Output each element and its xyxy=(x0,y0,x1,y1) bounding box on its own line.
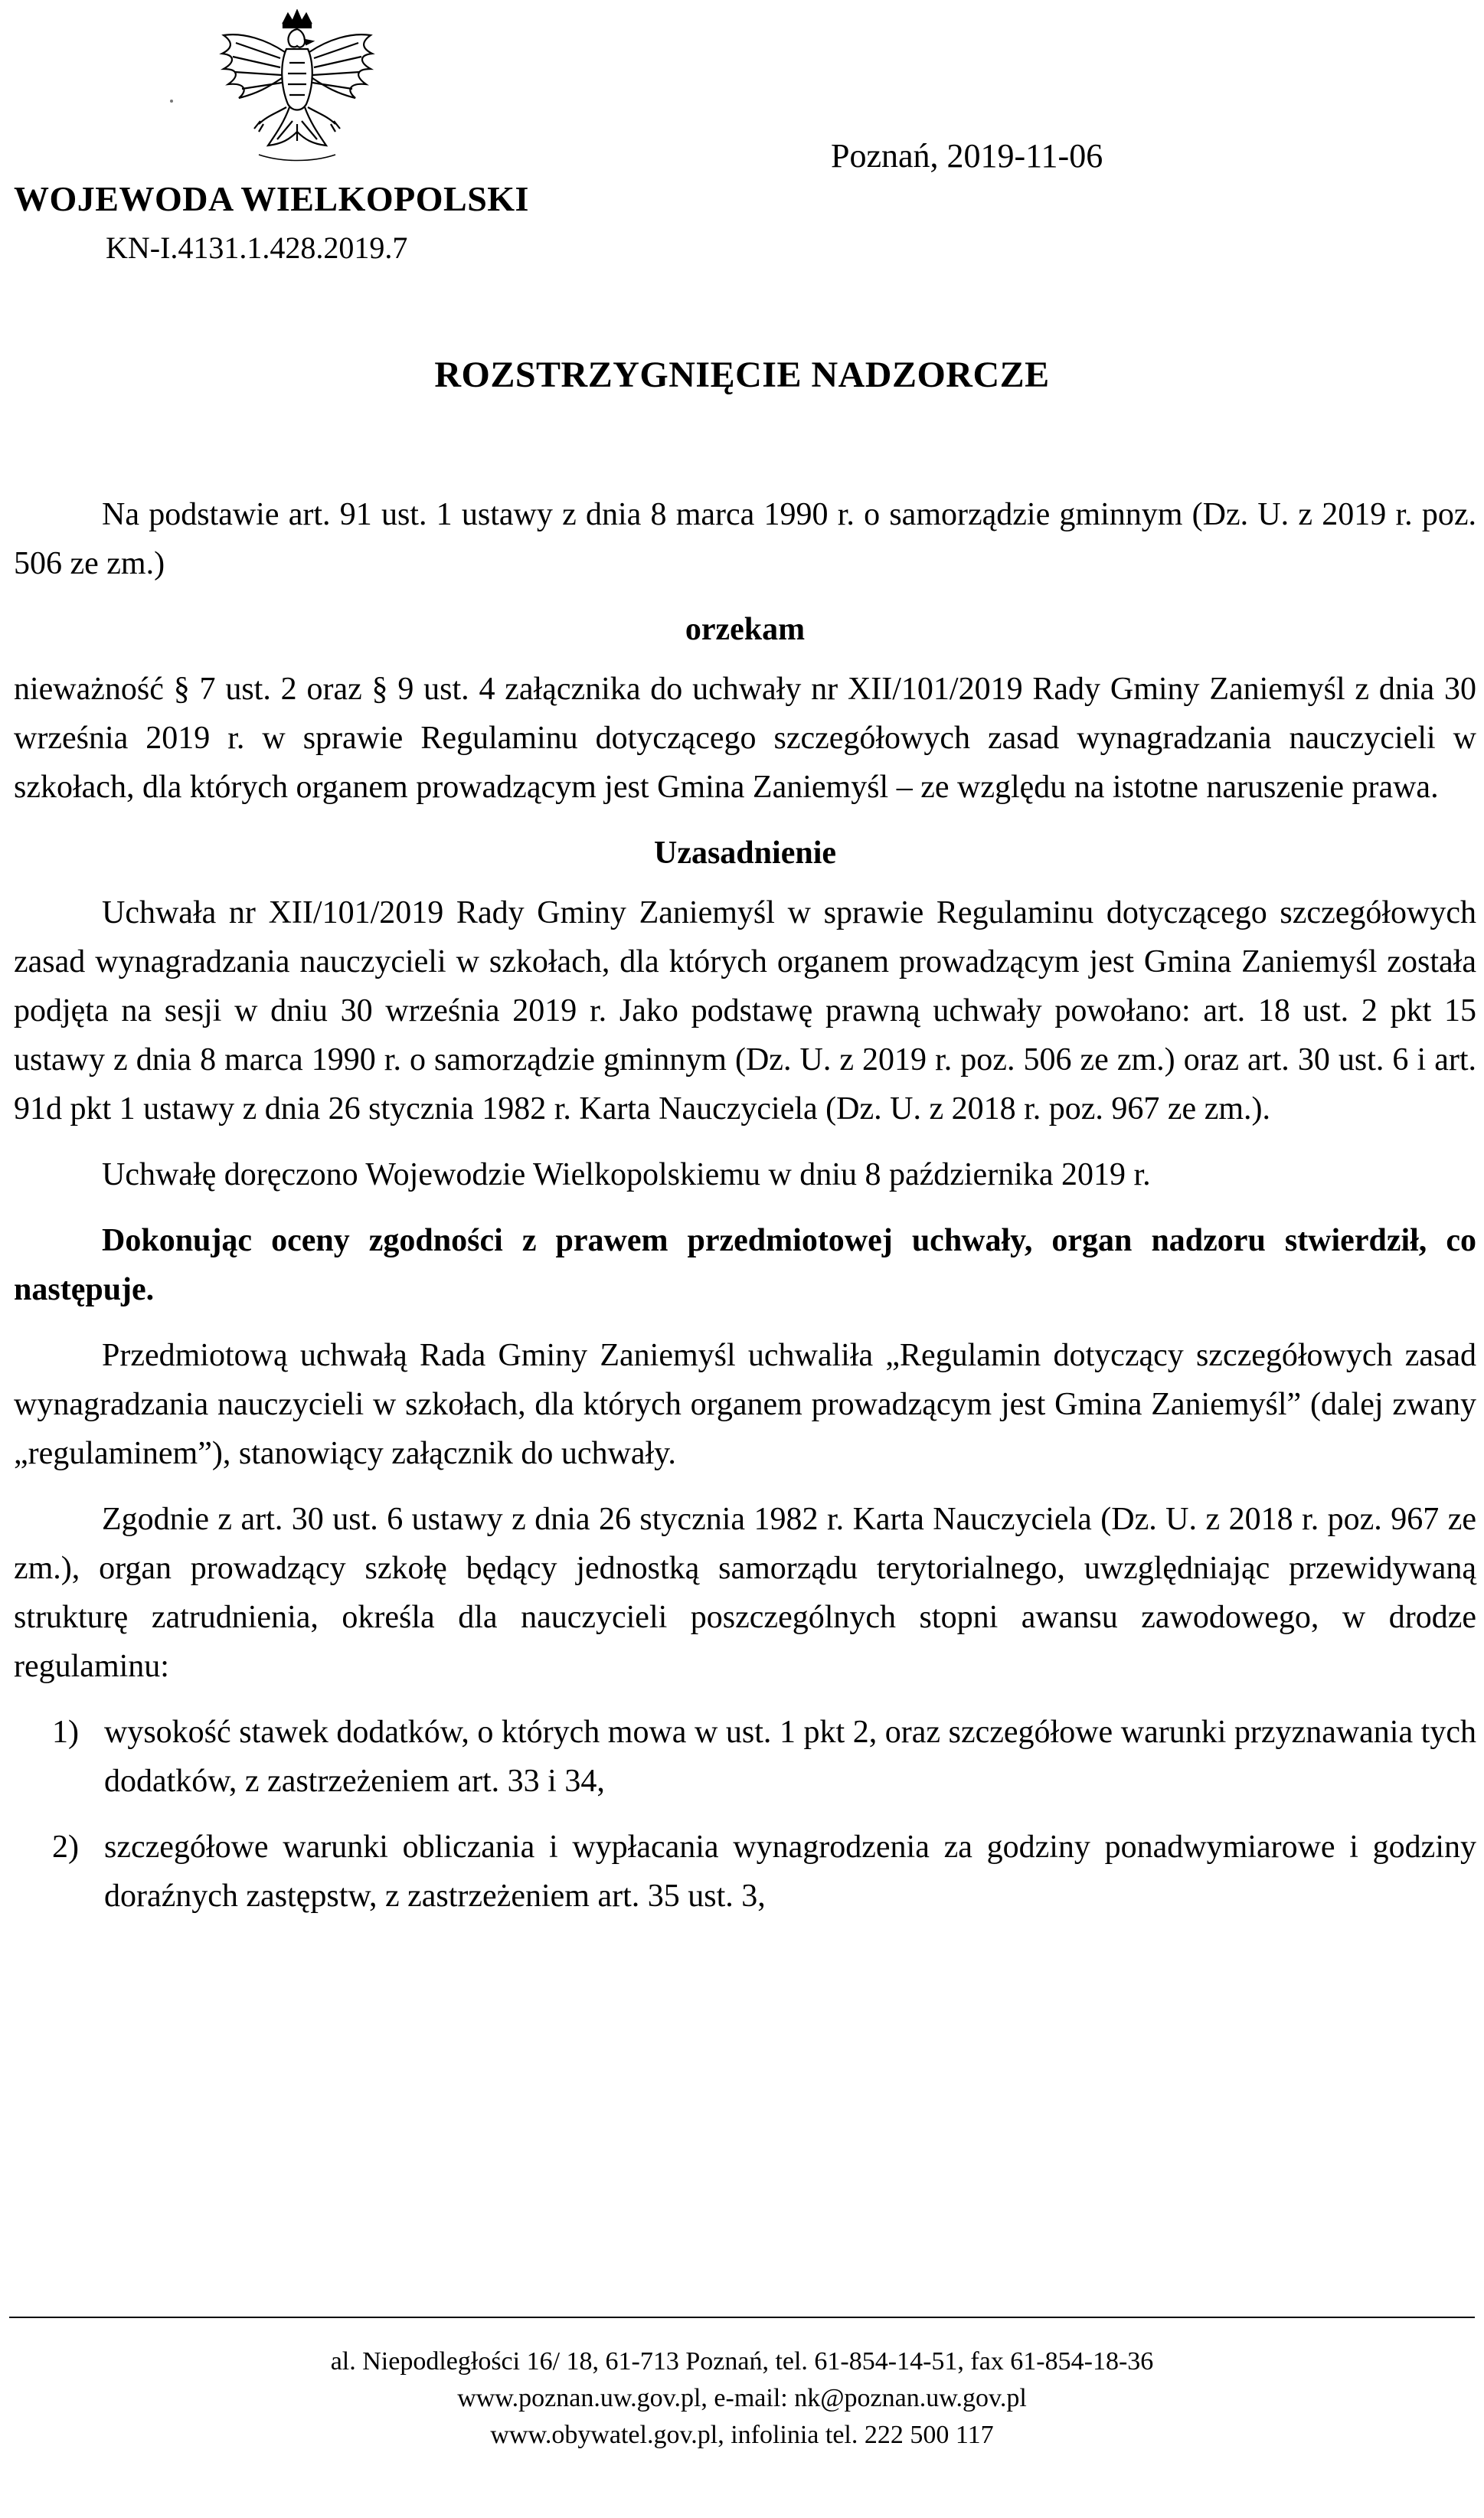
list-item-text: wysokość stawek dodatków, o których mowa w ust. 1 pkt 2, oraz szczegółowe warunki przyznawania tych dodatków, z zastrzeżeniem art. 33 i 34, xyxy=(104,1715,1476,1799)
justification-paragraph-5: Zgodnie z art. 30 ust. 6 ustawy z dnia 26 stycznia 1982 r. Karta Nauczyciela (Dz. U. z 2018 r. poz. 967 ze zm.), organ prowadzący szkołę będący jednostką samorządu terytorialnego, uwzględniając przewidywaną strukturę zatrudnienia, określa dla nauczycieli poszczególnych stopni awansu zawodowego, w drodze regulaminu: xyxy=(14,1502,1476,1684)
justification-paragraph-4: Przedmiotową uchwałą Rada Gminy Zaniemyśl uchwaliła „Regulamin dotyczący szczegółowych zasad wynagradzania nauczycieli w szkołach, dla których organem prowadzącym jest Gmina Zaniemyśl” (dalej zwany „regulaminem”), stanowiący załącznik do uchwały. xyxy=(14,1338,1476,1471)
ruling-paragraph: nieważność § 7 ust. 2 oraz § 9 ust. 4 załącznika do uchwały nr XII/101/2019 Rady Gminy Zaniemyśl z dnia 30 września 2019 r. w sprawie Regulaminu dotyczącego szczegółowych zasad wynagradzania nauczycieli w szkołach, dla których organem prowadzącym jest Gmina Zaniemyśl – ze względu na istotne naruszenie prawa. xyxy=(14,672,1476,805)
place-and-date: Poznań, 2019-11-06 xyxy=(831,137,1103,175)
list-item xyxy=(14,1823,1476,1921)
document-body xyxy=(14,490,1476,1938)
list-item xyxy=(14,1708,1476,1806)
organization-name: WOJEWODA WIELKOPOLSKI xyxy=(14,179,529,218)
regulation-list xyxy=(14,1708,1476,1921)
ruling-heading: orzekam xyxy=(685,612,806,647)
assessment-paragraph: Dokonując oceny zgodności z prawem przedmiotowej uchwały, organ nadzoru stwierdził, co następuje. xyxy=(14,1223,1476,1307)
list-item-number: 2) xyxy=(52,1830,79,1865)
footer xyxy=(0,2343,1484,2454)
scan-speck xyxy=(170,100,173,103)
footer-divider xyxy=(9,2317,1475,2318)
list-item-text: szczegółowe warunki obliczania i wypłacania wynagrodzenia za godziny ponadwymiarowe i godziny doraźnych zastępstw, z zastrzeżeniem art. 35 ust. 3, xyxy=(104,1830,1476,1914)
document-title: ROZSTRZYGNIĘCIE NADZORCZE xyxy=(434,355,1050,395)
footer-citizen-line: www.obywatel.gov.pl, infolinia tel. 222 500 117 xyxy=(490,2421,994,2449)
footer-address: al. Niepodległości 16/ 18, 61-713 Poznań, tel. 61-854-14-51, fax 61-854-18-36 xyxy=(330,2347,1154,2376)
case-number: KN-I.4131.1.428.2019.7 xyxy=(106,231,408,265)
legal-basis-paragraph: Na podstawie art. 91 ust. 1 ustawy z dnia 8 marca 1990 r. o samorządzie gminnym (Dz. U. z 2019 r. poz. 506 ze zm.) xyxy=(14,497,1476,581)
justification-paragraph-1: Uchwała nr XII/101/2019 Rady Gminy Zaniemyśl w sprawie Regulaminu dotyczącego szczegółowych zasad wynagradzania nauczycieli w szkołach, dla których organem prowadzącym jest Gmina Zaniemyśl została podjęta na sesji w dniu 30 września 2019 r. Jako podstawę prawną uchwały powołano: art. 18 ust. 2 pkt 15 ustawy z dnia 8 marca 1990 r. o samorządzie gminnym (Dz. U. z 2019 r. poz. 506 ze zm.) oraz art. 30 ust. 6 i art. 91d pkt 1 ustawy z dnia 26 stycznia 1982 r. Karta Nauczyciela (Dz. U. z 2018 r. poz. 967 ze zm.). xyxy=(14,895,1476,1127)
footer-web-email: www.poznan.uw.gov.pl, e-mail: nk@poznan.uw.gov.pl xyxy=(457,2384,1027,2412)
justification-heading: Uzasadnienie xyxy=(653,836,836,871)
eagle-emblem-icon xyxy=(213,9,381,172)
list-item-number: 1) xyxy=(52,1715,79,1750)
justification-paragraph-2: Uchwałę doręczono Wojewodzie Wielkopolskiemu w dniu 8 października 2019 r. xyxy=(102,1157,1151,1192)
